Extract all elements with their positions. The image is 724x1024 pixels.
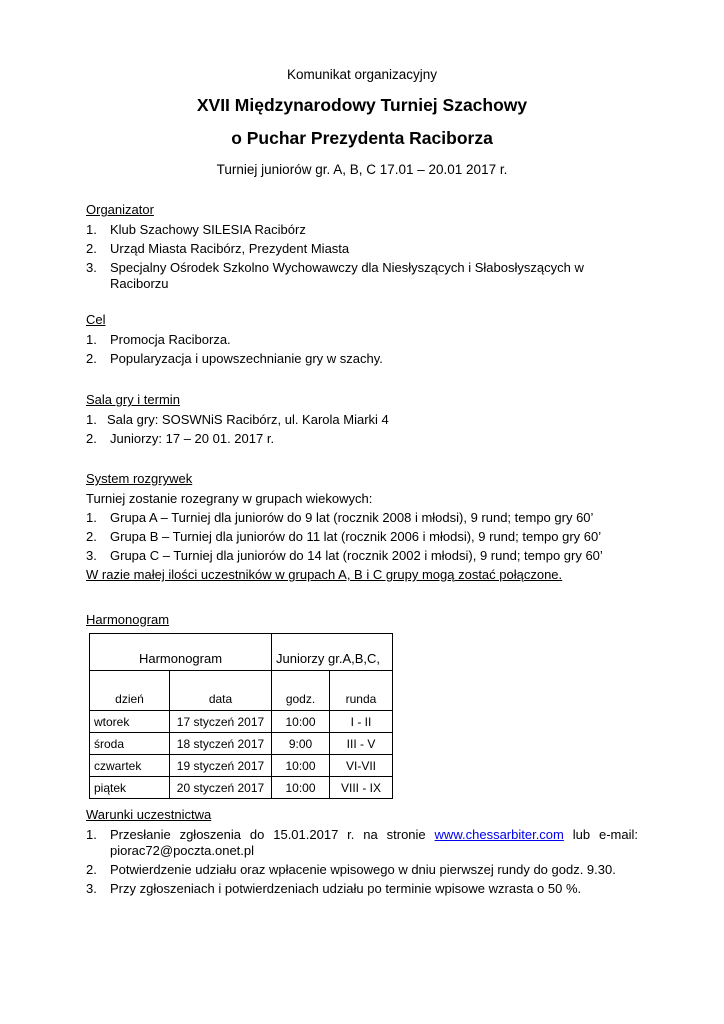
column-header-date: data — [170, 671, 272, 711]
cell-day: wtorek — [90, 711, 170, 733]
list-text: Sala gry: SOSWNiS Racibórz, ul. Karola Miarki 4 — [107, 412, 389, 427]
table-header-right: Juniorzy gr.A,B,C, — [272, 634, 393, 671]
conditions-list — [86, 827, 638, 897]
list-item — [86, 332, 646, 348]
list-number: 3. — [86, 881, 97, 896]
list-number: 3. — [86, 260, 97, 275]
column-header-round: runda — [330, 671, 393, 711]
conditions-section — [86, 807, 638, 900]
system-heading: System rozgrywek — [86, 471, 193, 486]
tournament-dates: Turniej juniorów gr. A, B, C 17.01 – 20.01 2017 r. — [216, 162, 508, 177]
organizer-section — [86, 202, 646, 295]
list-item — [86, 222, 646, 238]
schedule-table — [89, 633, 393, 799]
cell-date: 19 styczeń 2017 — [170, 755, 272, 777]
table-row — [90, 733, 393, 755]
list-item — [86, 827, 638, 859]
cell-day: środa — [90, 733, 170, 755]
document-title-line-2: o Puchar Prezydenta Raciborza — [231, 128, 493, 148]
venue-list — [86, 412, 646, 447]
goal-section — [86, 312, 646, 370]
organizer-list — [86, 222, 646, 292]
list-text: Juniorzy: 17 – 20 01. 2017 r. — [110, 431, 275, 446]
cell-time: 10:00 — [272, 755, 330, 777]
cell-date: 20 styczeń 2017 — [170, 777, 272, 799]
venue-heading: Sala gry i termin — [86, 392, 180, 407]
list-item — [86, 351, 646, 367]
list-number: 2. — [86, 431, 97, 446]
cell-round: VI-VII — [330, 755, 393, 777]
list-item — [86, 412, 646, 428]
list-item — [86, 510, 666, 526]
table-column-header-row — [90, 671, 393, 711]
list-text: Przesłanie zgłoszenia do 15.01.2017 r. na stronie — [110, 827, 435, 842]
document-subtitle: Komunikat organizacyjny — [286, 67, 438, 82]
document-title-line-1: XVII Międzynarodowy Turniej Szachowy — [196, 95, 528, 115]
list-number: 3. — [86, 548, 97, 563]
organizer-heading: Organizator — [86, 202, 154, 217]
list-number: 1. — [86, 827, 97, 842]
list-item — [86, 862, 638, 878]
schedule-heading: Harmonogram — [86, 612, 170, 627]
chessarbiter-link[interactable]: www.chessarbiter.com — [434, 827, 564, 842]
cell-time: 9:00 — [272, 733, 330, 755]
list-number: 2. — [86, 529, 97, 544]
list-text: Przy zgłoszeniach i potwierdzeniach udziału po terminie wpisowe wzrasta o 50 %. — [110, 881, 582, 896]
list-number: 1. — [86, 332, 97, 347]
goal-heading: Cel — [86, 312, 106, 327]
list-text: Potwierdzenie udziału oraz wpłacenie wpisowego w dniu pierwszej rundy do godz. 9.30. — [110, 862, 616, 877]
list-number: 1. — [86, 510, 97, 525]
table-row — [90, 711, 393, 733]
table-row — [90, 777, 393, 799]
cell-date: 18 styczeń 2017 — [170, 733, 272, 755]
table-header-left: Harmonogram — [90, 634, 272, 671]
venue-section — [86, 392, 646, 450]
list-text: Grupa C – Turniej dla juniorów do 14 lat (rocznik 2002 i młodsi), 9 rund; tempo gry 60’ — [110, 548, 603, 563]
list-number: 2. — [86, 351, 97, 366]
list-item — [86, 548, 666, 564]
cell-round: III - V — [330, 733, 393, 755]
list-text: Grupa A – Turniej dla juniorów do 9 lat (rocznik 2008 i młodsi), 9 rund; tempo gry 60’ — [110, 510, 594, 525]
goal-list — [86, 332, 646, 367]
list-item — [86, 529, 666, 545]
conditions-heading: Warunki uczestnictwa — [86, 807, 212, 822]
cell-round: I - II — [330, 711, 393, 733]
schedule-section — [86, 612, 646, 632]
system-list — [86, 510, 666, 564]
column-header-day: dzień — [90, 671, 170, 711]
cell-time: 10:00 — [272, 711, 330, 733]
cell-day: czwartek — [90, 755, 170, 777]
table-row — [90, 755, 393, 777]
list-number: 2. — [86, 241, 97, 256]
list-text: Promocja Raciborza. — [110, 332, 231, 347]
table-header-row — [90, 634, 393, 671]
list-number: 1. — [86, 222, 97, 237]
cell-time: 10:00 — [272, 777, 330, 799]
list-text: Klub Szachowy SILESIA Racibórz — [110, 222, 306, 237]
system-section — [86, 471, 666, 586]
list-text: Popularyzacja i upowszechnianie gry w szachy. — [110, 351, 383, 366]
list-text: Specjalny Ośrodek Szkolno Wychowawczy dla Niesłyszących i Słabosłyszących w Raciborzu — [110, 260, 584, 291]
list-text: Grupa B – Turniej dla juniorów do 11 lat (rocznik 2006 i młodsi), 9 rund; tempo gry 60’ — [110, 529, 602, 544]
system-intro: Turniej zostanie rozegrany w grupach wiekowych: — [86, 491, 373, 506]
system-note: W razie małej ilości uczestników w grupach A, B i C grupy mogą zostać połączone. — [86, 567, 563, 582]
list-number: 2. — [86, 862, 97, 877]
list-number: 1. — [86, 412, 97, 427]
list-item — [86, 241, 646, 257]
cell-day: piątek — [90, 777, 170, 799]
list-text: Urząd Miasta Racibórz, Prezydent Miasta — [110, 241, 350, 256]
list-item — [86, 881, 638, 897]
column-header-time: godz. — [272, 671, 330, 711]
cell-date: 17 styczeń 2017 — [170, 711, 272, 733]
cell-round: VIII - IX — [330, 777, 393, 799]
list-text: lub e-mail: piorac72@poczta.onet.pl — [110, 827, 638, 858]
list-item — [86, 260, 646, 292]
list-item — [86, 431, 646, 447]
